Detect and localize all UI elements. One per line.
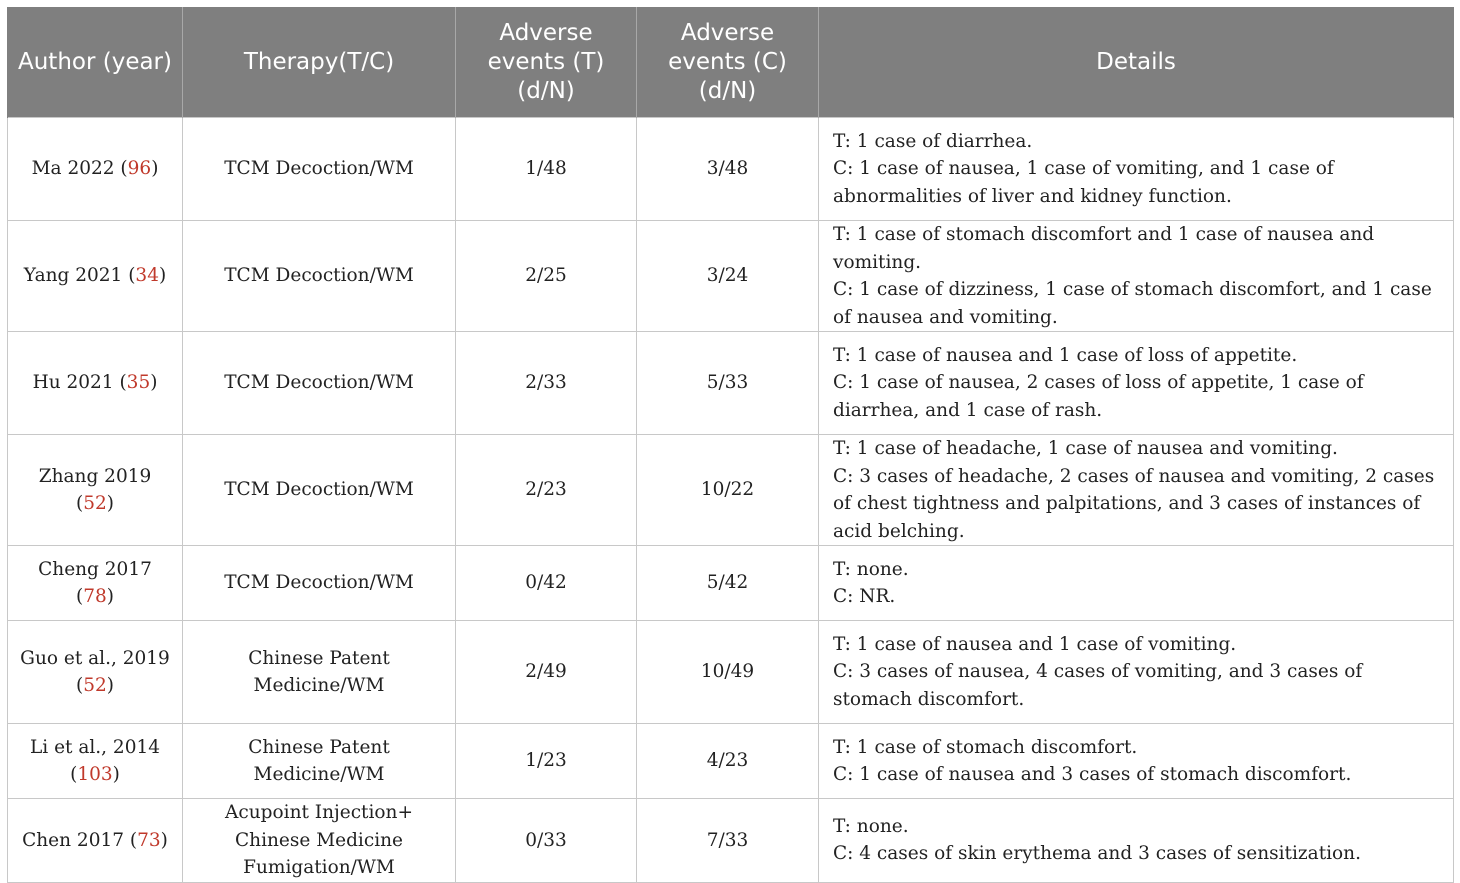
author-text-end: ) (160, 829, 168, 851)
table-row (8, 621, 1454, 724)
therapy-cell: TCM Decoction/WM (183, 435, 456, 546)
reference-link[interactable]: 103 (77, 764, 113, 785)
details-t: T: 1 case of diarrhea. (833, 130, 1033, 152)
details-t: T: 1 case of headache, 1 case of nausea and vomiting. (833, 438, 1338, 459)
author-cell (8, 621, 183, 724)
author-cell (8, 724, 183, 799)
adverse-events-t-cell: 1/48 (456, 118, 637, 221)
table-row (8, 799, 1454, 883)
adverse-events-c-cell: 5/42 (637, 546, 819, 621)
adverse-events-c-cell: 7/33 (637, 799, 819, 883)
adverse-events-t-cell: 2/49 (456, 621, 637, 724)
author-text-end: ) (150, 372, 158, 394)
details-t: T: 1 case of nausea and 1 case of loss of appetite. (833, 344, 1298, 366)
table-row (8, 332, 1454, 435)
reference-link[interactable]: 34 (135, 265, 159, 287)
author-text-end: ) (112, 764, 120, 785)
author-cell (8, 332, 183, 435)
author-text: Guo et al., 2019 ( (20, 647, 170, 696)
therapy-cell: TCM Decoction/WM (183, 118, 456, 221)
reference-link[interactable]: 52 (83, 675, 107, 696)
details-cell (819, 118, 1454, 221)
author-text-end: ) (106, 675, 114, 696)
reference-link[interactable]: 52 (83, 493, 107, 514)
header-row (8, 7, 1454, 118)
details-cell (819, 621, 1454, 724)
details-c: C: 1 case of dizziness, 1 case of stomach discomfort, and 1 case of nausea and vomiting. (833, 279, 1432, 328)
adverse-events-c-cell: 4/23 (637, 724, 819, 799)
adverse-events-c-cell: 3/48 (637, 118, 819, 221)
author-text: Ma 2022 ( (31, 158, 128, 180)
adverse-events-c-cell: 10/22 (637, 435, 819, 546)
therapy-cell: Chinese Patent Medicine/WM (183, 621, 456, 724)
details-c: C: 4 cases of skin erythema and 3 cases of sensitization. (833, 843, 1361, 865)
details-c: C: 3 cases of headache, 2 cases of nausea and vomiting, 2 cases of chest tightness and palpitations, and 3 cases of instances of acid belching. (833, 465, 1435, 542)
details-c: C: 3 cases of nausea, 4 cases of vomiting, and 3 cases of stomach discomfort. (833, 661, 1363, 710)
adverse-events-t-cell: 1/23 (456, 724, 637, 799)
table-row (8, 435, 1454, 546)
author-cell (8, 435, 183, 546)
header-details: Details (819, 7, 1454, 118)
details-c: C: NR. (833, 586, 896, 607)
therapy-cell: TCM Decoction/WM (183, 332, 456, 435)
author-cell (8, 118, 183, 221)
table-row (8, 546, 1454, 621)
details-t: T: 1 case of nausea and 1 case of vomiting. (833, 633, 1237, 655)
author-text: Hu 2021 ( (32, 372, 127, 394)
author-text: Cheng 2017 ( (38, 558, 152, 607)
details-t: T: none. (833, 558, 909, 580)
header-adverse-events-c: Adverse events (C) (d/N) (637, 7, 819, 118)
details-cell (819, 799, 1454, 883)
therapy-cell: TCM Decoction/WM (183, 546, 456, 621)
header-therapy: Therapy(T/C) (183, 7, 456, 118)
reference-link[interactable]: 96 (127, 158, 152, 180)
details-cell (819, 435, 1454, 546)
details-c: C: 1 case of nausea and 3 cases of stomach discomfort. (833, 764, 1352, 785)
details-t: T: 1 case of stomach discomfort and 1 case of nausea and vomiting. (833, 224, 1375, 273)
author-text: Zhang 2019 ( (38, 465, 152, 514)
adverse-events-t-cell: 2/25 (456, 221, 637, 332)
details-t: T: 1 case of stomach discomfort. (833, 736, 1138, 758)
table-row (8, 724, 1454, 799)
author-text: Chen 2017 ( (22, 829, 138, 851)
therapy-cell: Chinese Patent Medicine/WM (183, 724, 456, 799)
reference-link[interactable]: 73 (137, 829, 161, 851)
details-c: C: 1 case of nausea, 2 cases of loss of appetite, 1 case of diarrhea, and 1 case of rash. (833, 372, 1364, 421)
author-text-end: ) (158, 265, 167, 287)
adverse-events-c-cell: 3/24 (637, 221, 819, 332)
author-text-end: ) (106, 493, 114, 514)
author-cell (8, 546, 183, 621)
reference-link[interactable]: 78 (83, 586, 107, 607)
table-row (8, 118, 1454, 221)
adverse-events-t-cell: 2/33 (456, 332, 637, 435)
author-text: Li et al., 2014 ( (29, 736, 160, 785)
table-row (8, 221, 1454, 332)
adverse-events-c-cell: 10/49 (637, 621, 819, 724)
header-author: Author (year) (8, 7, 183, 118)
author-text-end: ) (151, 158, 159, 180)
author-cell (8, 799, 183, 883)
adverse-events-t-cell: 0/33 (456, 799, 637, 883)
details-cell (819, 221, 1454, 332)
details-t: T: none. (833, 815, 909, 837)
author-text-end: ) (106, 586, 114, 607)
header-adverse-events-t: Adverse events (T) (d/N) (456, 7, 637, 118)
details-cell (819, 724, 1454, 799)
details-cell (819, 546, 1454, 621)
author-cell (8, 221, 183, 332)
details-cell (819, 332, 1454, 435)
therapy-cell: TCM Decoction/WM (183, 221, 456, 332)
reference-link[interactable]: 35 (126, 372, 151, 394)
adverse-events-t-cell: 2/23 (456, 435, 637, 546)
author-text: Yang 2021 ( (23, 265, 136, 287)
adverse-events-c-cell: 5/33 (637, 332, 819, 435)
adverse-events-t-cell: 0/42 (456, 546, 637, 621)
therapy-cell: Acupoint Injection+ Chinese Medicine Fumigation/WM (183, 799, 456, 883)
adverse-events-table (7, 7, 1454, 883)
details-c: C: 1 case of nausea, 1 case of vomiting, and 1 case of abnormalities of liver and kidney function. (833, 158, 1334, 207)
